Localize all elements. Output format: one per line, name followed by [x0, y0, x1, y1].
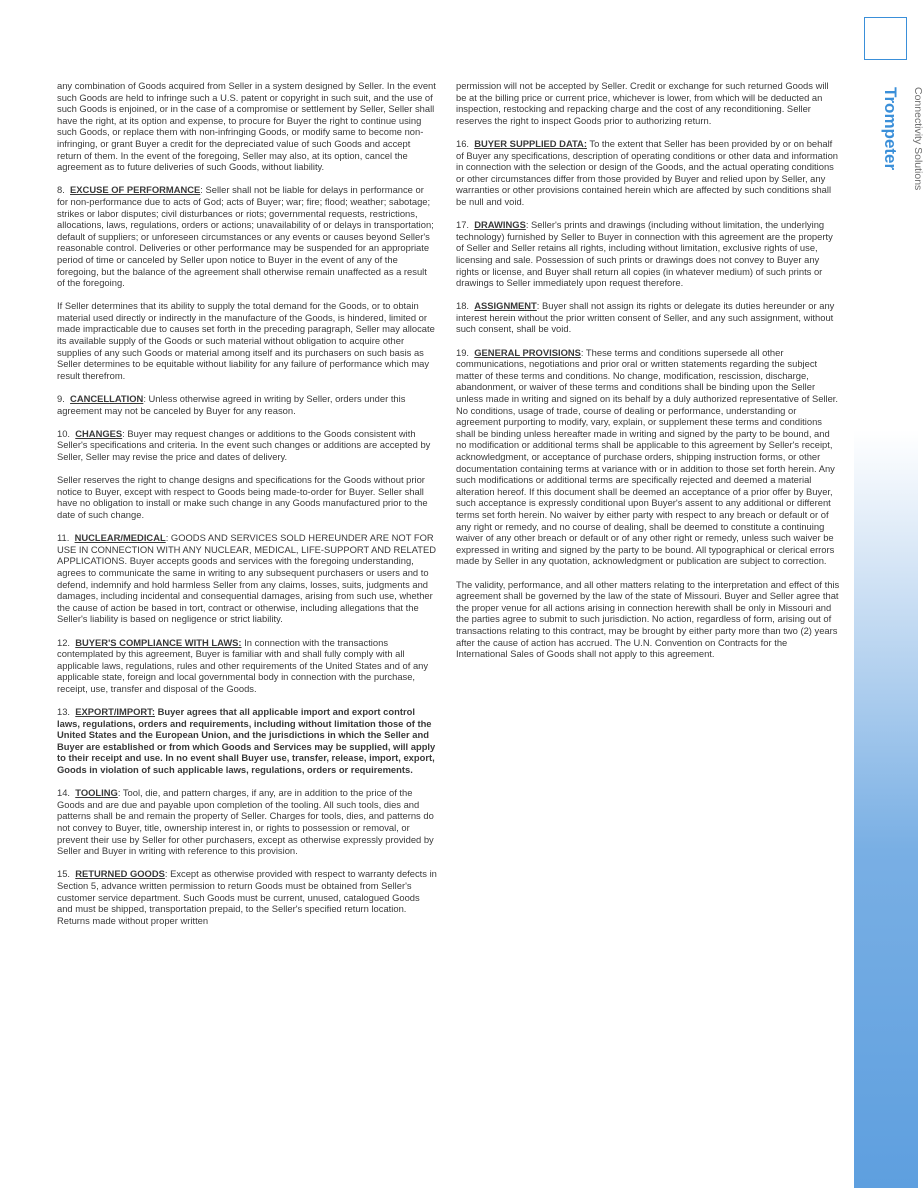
section-number: 18. — [456, 300, 470, 312]
left-column — [57, 80, 437, 938]
section-heading: BUYER SUPPLIED DATA: — [474, 137, 587, 149]
section-19-paragraph-2: The validity, performance, and all other matters relating to the interpretation and effect of this agreement shall be governed by the law of the state of Missouri. Buyer and Seller agree that the proper venue for all actions arising in connection herewith shall be only in Missouri and the parties agree to submit to such jurisdiction. No action, regardless of form, arising out of transactions relating to this contract, may be brought by either party more than two (2) years after the cause of action has accrued. The U.N. Convention on Contracts for the International Sales of Goods shall not apply to this agreement. — [456, 578, 840, 660]
section-8-paragraph-2: If Seller determines that its ability to supply the total demand for the Goods, or to obtain material used directly or indirectly in the manufacture of the Goods, is hindered, limited or made impracticable due to causes set forth in the preceding paragraph, Seller may allocate its available supply of the Goods or such material without obligation to acquire other supplies of any such Goods or material among itself and its purchasers on such basis as Seller determines to be equitable without liability for any failure of performance which may result therefrom. — [57, 300, 435, 381]
section-9 — [57, 393, 437, 416]
section-heading: NUCLEAR/MEDICAL — [74, 532, 166, 544]
section-body: : Seller shall not be liable for delays in performance or for non-performance due to acts of God; acts of Buyer; war; fire; flood; weather; sabotage; strikes or labor disputes; civil disturbances or riots; governmental requests, restrictions, allocations, laws, regulations, orders or actions; unavailability of or delays in transportation; default of suppliers; or unforeseen circumstances or any events or causes beyond Seller's reasonable control. Deliveries or other performance may be suspended for an appropriate period of time or canceled by Seller upon notice to Buyer in the event of any of the foregoing, but the balance of the agreement shall otherwise remain unaffected as a result of the foregoing. — [57, 184, 434, 289]
section-body: Buyer agrees that all applicable import and export control laws, regulations, orders and requirements, including without limitation those of the United States and the European Union, and the jurisdictions in which the Seller and Buyer are established or from which Goods and Services may be supplied, will apply to their receipt and use. In no event shall Buyer use, transfer, release, import, export, Goods in violation of such applicable laws, regulations, orders or requirements. — [57, 706, 436, 776]
section-number: 8. — [57, 184, 65, 196]
section-number: 19. — [456, 346, 470, 358]
section-heading: CHANGES — [75, 427, 123, 439]
section-14 — [57, 787, 437, 857]
section-heading: TOOLING — [75, 787, 118, 799]
section-heading: CANCELLATION — [70, 393, 144, 405]
section-body: : GOODS AND SERVICES SOLD HEREUNDER ARE NOT FOR USE IN CONNECTION WITH ANY NUCLEAR, MEDICAL, LIFE-SUPPORT AND RELATED APPLICATIONS. Buyer accepts goods and services with the foregoing understanding, agrees to communicate the same in writing to any subsequent purchasers or users and to defend, indemnify and hold harmless Seller from any claims, losses, suits, judgments and damages, including incidental and consequential damages, arising from such use, whether the cause of action be based in tort, contract or otherwise, including allegations that the Seller's liability is based on negligence or strict liability. — [57, 532, 437, 625]
section-heading: RETURNED GOODS — [75, 868, 165, 880]
section-heading: BUYER'S COMPLIANCE WITH LAWS: — [75, 636, 242, 648]
section-heading: DRAWINGS — [474, 219, 526, 231]
section-number: 10. — [57, 427, 71, 439]
section-body: : Buyer shall not assign its rights or delegate its duties hereunder or any interest herein without the prior written consent of Seller, and any such assignment, without such consent, shall be void. — [456, 300, 835, 335]
section-10-paragraph-2: Seller reserves the right to change designs and specifications for the Goods without prior notice to Buyer, except with respect to Goods being made-to-order for Buyer. Seller shall have no obligation to install or make such change in any Goods manufactured prior to the date of such change. — [57, 474, 428, 520]
section-body: : Tool, die, and pattern charges, if any, are in addition to the price of the Goods and are due and payable upon completion of the tooling. All such tools, dies and patterns shall be and remain the property of Seller. Charges for tools, dies, and patterns do not convey to Buyer, title, ownership interest in, or rights to possession or removal, or prevent their use by Seller for other purchasers, except as otherwise expressly provided by Seller and Buyer in writing with reference to this provision. — [57, 787, 434, 857]
section-number: 17. — [456, 219, 470, 231]
section-12 — [57, 637, 437, 695]
section-number: 13. — [57, 706, 71, 718]
section-body: In connection with the transactions contemplated by this agreement, Buyer is familiar with and shall fully comply with all applicable laws, regulations, rules and other requirements of the United States and of any applicable state, foreign and local governmental body in connection with the purchase, receipt, use, transfer and disposal of the Goods. — [57, 636, 429, 694]
section-body: : These terms and conditions supersede all other communications, negotiations and prior oral or written statements regarding the subject matter of these terms and conditions. No change, modification, rescission, discharge, abandonment, or waiver of these terms and conditions shall be binding upon the Seller unless made in writing and signed on its behalf by a duly authorized representative of Seller. No conditions, usage of trade, course of dealing or performance, understanding or agreement purporting to modify, vary, explain, or supplement these terms and conditions shall be binding unless hereafter made in writing and signed by the party to be bound, and no modification or additional terms shall be applicable to this agreement by Seller's receipt, acknowledgment, or acceptance of purchase orders, shipping instruction forms, or other documentation containing terms at variance with or in addition to those set forth herein. Any such modifications or additional terms are specifically rejected and deemed a material alteration hereof. If this document shall be deemed an acceptance of a prior offer by Buyer, such acceptance is expressly conditional upon Buyer's assent to any additional or different terms set forth herein. No waiver by either party with respect to any breach or default or of any right or remedy, and no course of dealing, shall be deemed to constitute a continuing waiver of any other breach or default or of any other right or remedy, unless such waiver be expressed in writing and signed by the party to be bound. All typographical or clerical errors made by Seller in any quotation, acknowledgment or publication are subject to correction. — [456, 346, 838, 567]
brand-logo — [860, 87, 924, 227]
section-body: : Except as otherwise provided with respect to warranty defects in Section 5, advance written permission to return Goods must be obtained from Seller's customer service department. Such Goods must be current, unused, catalogued Goods and must be shipped, transportation prepaid, to the Seller's specified return location. Returns made without proper written — [57, 868, 437, 926]
section-19 — [456, 347, 840, 567]
section-body: : Seller's prints and drawings (including without limitation, the underlying technology) furnished by Seller to Buyer in connection with this agreement are the property of Seller and Seller retains all rights, including without limitation, exclusive rights of use, licensing and sale. Possession of such prints or drawings does not convey to Buyer any rights or license, and Buyer shall return all copies (in whatever medium) of such prints or drawings to Seller immediately upon request therefore. — [456, 219, 833, 289]
section-number: 15. — [57, 868, 71, 880]
logo-box-icon — [864, 17, 907, 60]
section-16 — [456, 138, 840, 208]
right-column — [456, 80, 840, 671]
section-number: 16. — [456, 137, 470, 149]
section-11 — [57, 532, 437, 625]
continued-paragraph: any combination of Goods acquired from Seller in a system designed by Seller. In the event such Goods are held to infringe such a U.S. patent or copyright in such suit, and the use of such Goods is enjoined, or in the case of a compromise or settlement by Seller, Seller shall have the right, at its option and expense, to procure for Buyer the right to continue using such Goods, or replace them with non-infringing Goods, or modify same to become non-infringing, or grant Buyer a credit for the depreciated value of such Goods and accept return of them. In the event of the foregoing, Seller may also, at its option, cancel the agreement as to future deliveries of such Goods, without liability. — [57, 80, 436, 173]
section-18 — [456, 300, 840, 335]
brand-name: Trompeter — [881, 87, 900, 171]
section-heading: EXPORT/IMPORT: — [75, 706, 155, 718]
section-number: 9. — [57, 393, 65, 405]
section-number: 12. — [57, 636, 71, 648]
section-heading: EXCUSE OF PERFORMANCE — [70, 184, 201, 196]
brand-tagline: Connectivity Solutions — [912, 87, 924, 191]
section-10 — [57, 428, 437, 463]
continued-paragraph: permission will not be accepted by Seller. Credit or exchange for such returned Goods will be at the billing price or current price, whichever is lower, from which will be deducted an inspection, restocking and repacking charge and the cost of any reconditioning. Seller reserves the right to inspect Goods prior to authorizing return. — [456, 80, 829, 126]
section-body: To the extent that Seller has been provided by or on behalf of Buyer any specifications, description of operating conditions or other data and information in connection with the selection or design of the Goods, and the actual operating conditions or other circumstances differ from those provided by Buyer and relied upon by Seller, any warranties or other provisions contained herein which are affected by such conditions shall be null and void. — [456, 137, 838, 207]
section-heading: ASSIGNMENT — [474, 300, 537, 312]
section-13 — [57, 706, 437, 776]
brand-sidebar — [854, 0, 924, 1188]
section-body: : Buyer may request changes or additions to the Goods consistent with Seller's specifications and criteria. In the event such changes or additions are accepted by Seller, Seller may revise the price and dates of delivery. — [57, 427, 431, 462]
section-15 — [57, 868, 437, 926]
section-heading: GENERAL PROVISIONS — [474, 346, 581, 358]
section-8 — [57, 184, 437, 288]
section-number: 14. — [57, 787, 71, 799]
section-17 — [456, 219, 840, 289]
section-body: : Unless otherwise agreed in writing by Seller, orders under this agreement may not be canceled by Buyer for any reason. — [57, 393, 406, 416]
section-number: 11. — [57, 532, 70, 544]
